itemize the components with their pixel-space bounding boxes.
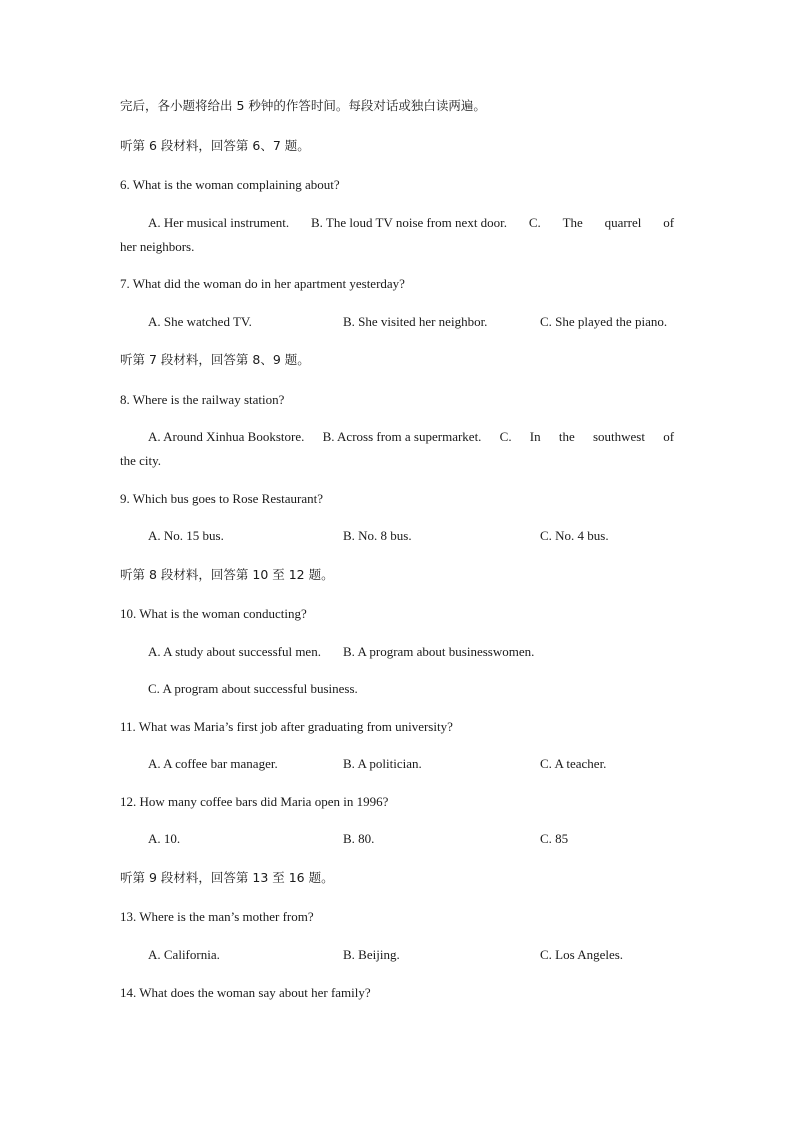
q13-option-c: C. Los Angeles. xyxy=(540,947,624,962)
q6-option-c-continued: her neighbors. xyxy=(120,239,195,254)
question-12: 12. How many coffee bars did Maria open in 1996? xyxy=(120,794,389,809)
question-9: 9. Which bus goes to Rose Restaurant? xyxy=(120,491,324,506)
section-9-heading: 听第 9 段材料，回答第 13 至 16 题。 xyxy=(120,870,334,885)
q6-option-c-word: of xyxy=(663,215,675,230)
q8-option-c-word: the xyxy=(558,429,575,444)
q7-option-c: C. She played the piano. xyxy=(540,314,668,329)
q11-option-a: A. A coffee bar manager. xyxy=(148,756,278,771)
question-14: 14. What does the woman say about her family? xyxy=(120,985,371,1000)
section-6-heading: 听第 6 段材料，回答第 6、7 题。 xyxy=(120,138,310,153)
q8-option-a: A. Around Xinhua Bookstore. xyxy=(148,429,305,444)
q9-option-b: B. No. 8 bus. xyxy=(343,528,412,543)
q6-option-b: B. The loud TV noise from next door. xyxy=(310,215,508,230)
q8-option-c-word: southwest xyxy=(592,429,645,444)
question-8: 8. Where is the railway station? xyxy=(120,392,285,407)
q13-option-b: B. Beijing. xyxy=(343,947,400,962)
section-7-heading: 听第 7 段材料，回答第 8、9 题。 xyxy=(120,352,310,367)
q10-option-a: A. A study about successful men. xyxy=(148,644,321,659)
q8-option-b: B. Across from a supermarket. xyxy=(322,429,482,444)
question-11: 11. What was Maria’s first job after graduating from university? xyxy=(120,719,453,734)
q8-option-c-label: C. xyxy=(499,429,512,444)
q8-option-c-continued: the city. xyxy=(120,453,162,468)
q6-option-c-word: quarrel xyxy=(604,215,642,230)
question-13: 13. Where is the man’s mother from? xyxy=(120,909,314,924)
q6-option-c-word: The xyxy=(562,215,583,230)
q10-option-c: C. A program about successful business. xyxy=(148,681,358,696)
q9-option-a: A. No. 15 bus. xyxy=(148,528,224,543)
q6-options-row xyxy=(148,214,674,232)
q7-option-b: B. She visited her neighbor. xyxy=(343,314,488,329)
question-10: 10. What is the woman conducting? xyxy=(120,606,307,621)
q12-option-c: C. 85 xyxy=(540,831,569,846)
q12-option-a: A. 10. xyxy=(148,831,181,846)
q6-option-a: A. Her musical instrument. xyxy=(148,215,290,230)
q9-option-c: C. No. 4 bus. xyxy=(540,528,609,543)
q11-option-b: B. A politician. xyxy=(343,756,422,771)
instructions-text: 完后，各小题将给出 5 秒钟的作答时间。每段对话或独白读两遍。 xyxy=(120,98,486,113)
q12-option-b: B. 80. xyxy=(343,831,375,846)
q8-option-c-word: of xyxy=(663,429,675,444)
q6-option-c-label: C. xyxy=(528,215,541,230)
question-6: 6. What is the woman complaining about? xyxy=(120,177,340,192)
q8-options-row xyxy=(148,428,674,446)
q8-option-c-word: In xyxy=(529,429,541,444)
q13-option-a: A. California. xyxy=(148,947,220,962)
q10-option-b: B. A program about businesswomen. xyxy=(343,644,535,659)
q11-option-c: C. A teacher. xyxy=(540,756,607,771)
q7-option-a: A. She watched TV. xyxy=(148,314,252,329)
section-8-heading: 听第 8 段材料，回答第 10 至 12 题。 xyxy=(120,567,334,582)
question-7: 7. What did the woman do in her apartment yesterday? xyxy=(120,276,405,291)
